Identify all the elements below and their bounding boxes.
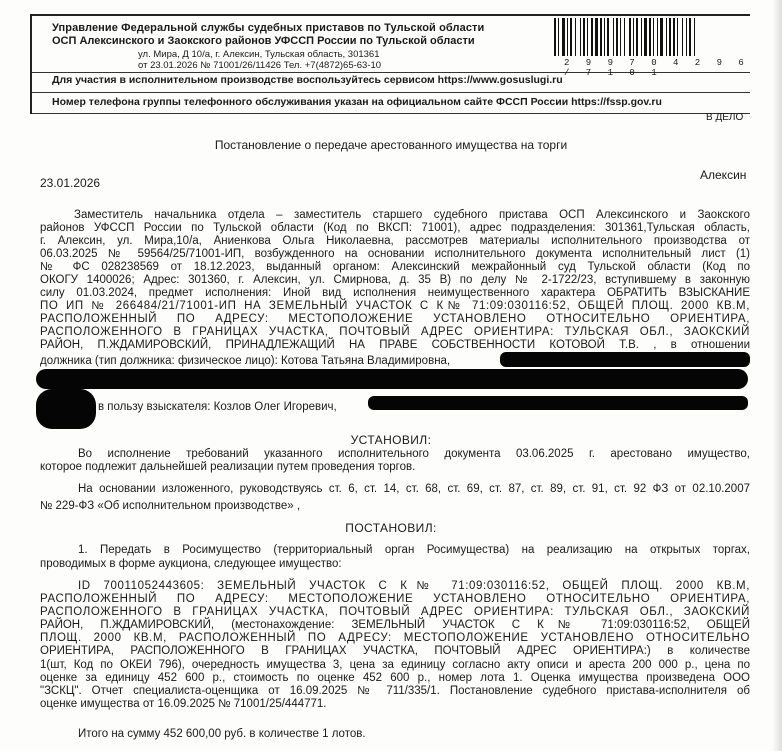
intro-line: силу 01.03.2024, предмет исполнения: Иной вид исполнения неимущественного характера ОБРАТИТЬ ВЗЫСКАНИЕ [40,287,750,299]
established-line: Во исполнение требований указанного исполнительного документа 03.06.2025 г. арестовано имущество, [78,448,750,460]
header-box [30,14,750,114]
intro-line: № ФС 028238569 от 18.12.2023, выданный органом: Алексинский межрайонный суд Тульской области (Код по [40,261,750,273]
established-heading: УСТАНОВИЛ: [350,433,432,447]
barcode-bar [570,18,572,56]
document-date: 23.01.2026 [40,176,101,190]
barcode-bar [629,18,631,56]
property-line: "ЗСКЦ". Отчет специалиста-оценщика от 16.09.2025 № 711/335/1. Постановление судебного пристава-исполнителя об [40,685,750,697]
barcode-bar [607,18,609,56]
property-line: ОРИЕНТИРА, РАСПОЛОЖЕННОГО В ГРАНИЦАХ УЧАСТКА, ПОЧТОВЫЙ АДРЕС ОРИЕНТИРА:) в количестве [40,645,750,657]
basis-line: На основании изложенного, руководствуясь ст. 6, ст. 14, ст. 68, ст. 69, ст. 87, ст. 89, ст. 91, ст. 92 ФЗ от 02.10.2007 [78,483,750,495]
basis-line: № 229-ФЗ «Об исполнительном производстве» , [40,500,301,512]
barcode-bar [653,18,654,56]
intro-line: 06.03.2025 № 59564/25/71001-ИП, возбужденного на основании исполнительного документа исполнительный лист (1) [40,248,750,260]
barcode-bar [624,18,625,56]
barcode-bar [587,18,588,56]
barcode-bar [562,18,565,56]
barcode-bar [669,18,671,56]
divider [32,113,750,114]
barcode-bar [633,18,634,56]
property-line: 1(шт, Код по ОКЕИ 796), очередность имущества 3, цена за единицу согласно акту описи и ареста 200 000 р., цена по [40,659,750,671]
barcode-bar [616,18,618,56]
barcode-bar [600,18,602,56]
barcode-bar [580,18,581,56]
barcode-bar [641,18,642,56]
barcode-bar [604,18,605,56]
barcode-bar [591,18,593,56]
intro-line: должника (тип должника: физическое лицо): Котова Татьяна Владимировна, [40,355,451,367]
org-name-line1: Управление Федеральной службы судебных приставов по Тульской области [52,22,485,34]
document-city: Алексин [700,168,747,182]
property-line: ID 70011052443605: ЗЕМЕЛЬНЫЙ УЧАСТОК С К№ 71:09:030116:52, ОБЩЕЙ ПЛОЩ. 2000 КВ.М, [78,580,750,592]
property-line: ПЛОЩ. 2000 КВ.М, РАСПОЛОЖЕННЫЙ ПО АДРЕСУ: МЕСТОПОЛОЖЕНИЕ УСТАНОВЛЕНО ОТНОСИТЕЛЬНО [40,632,750,644]
barcode-bar [657,18,658,56]
barcode-number: 2 9 9 7 0 4 2 9 6 / 7 1 0 1 [564,58,750,78]
intro-line: РАЙОН, П.ЖДАМИРОВСКИЙ, ПРИНАДЛЕЖАЩИЙ НА ПРАВЕ СОБСТВЕННОСТИ КОТОВОЙ Т.В. , в отношении [40,339,750,351]
barcode-bar [620,18,621,56]
creditor-line: в пользу взыскателя: Козлов Олег Игоревич, [98,401,337,413]
intro-line: ПО ИП № 266484/21/71001-ИП НА ЗЕМЕЛЬНЫЙ УЧАСТОК С К№ 71:09:030116:52, ОБЩЕЙ ПЛОЩ. 2000 КВ.М, [40,300,750,312]
barcode-bar [689,18,691,56]
barcode-bar [595,18,598,56]
item-1-line: 1. Передать в Росимущество (территориальный орган Росимущества) на реализацию на открытых торгах, [78,544,750,556]
property-line: РАСПОЛОЖЕННЫЙ ПО АДРЕСУ: МЕСТОПОЛОЖЕНИЕ УСТАНОВЛЕНО ОТНОСИТЕЛЬНО ОРИЕНТИРА, [40,593,750,605]
barcode [550,16,782,60]
redaction-block [36,389,96,429]
intro-line: Заместитель начальника отдела – заместитель старшего судебного пристава ОСП Алексинского и Заокского [74,209,750,221]
intro-line: ОКОГУ 1400026; Адрес: 301360, г. Алексин, ул. Смирнова, д. 35 В) по делу № 2-1722/23, вступившему в законную [40,274,750,286]
intro-line: г. Алексин, ул. Мира,10/а, Аниенкова Ольга Николаевна, рассмотрев материалы исполнительного производства от [40,235,750,247]
redaction-block [36,369,748,389]
resolved-heading: ПОСТАНОВИЛ: [345,521,437,535]
barcode-bar [613,18,614,56]
document-title: Постановление о передаче арестованного имущества на торги [214,138,568,152]
barcode-bar [666,18,667,56]
barcode-bar [660,18,663,56]
total-line: Итого на сумму 452 600,00 руб. в количестве 1 лотов. [78,728,366,740]
redaction-block [500,352,750,367]
barcode-bar [558,18,559,56]
item-1-line: проводимых в форме аукциона, следующее имущество: [40,558,342,570]
established-line: которое подлежит дальнейшей реализации путем проведения торгов. [40,461,416,473]
barcode-bar [644,18,647,56]
barcode-bar [694,18,695,56]
stamp-v-delo: В ДЕЛО [706,112,744,123]
barcode-bar [673,18,675,56]
redaction-block [368,396,748,410]
barcode-bar [649,18,651,56]
property-line: РАСПОЛОЖЕННОГО В ГРАНИЦАХ УЧАСТКА, ПОЧТОВЫЙ АДРЕС ОРИЕНТИРА: ТУЛЬСКАЯ ОБЛ., ЗАОКСКИЙ [40,606,750,618]
intro-line: РАСПОЛОЖЕННОГО В ГРАНИЦАХ УЧАСТКА, ПОЧТОВЫЙ АДРЕС ОРИЕНТИРА: ТУЛЬСКАЯ ОБЛ., ЗАОКСКИЙ [40,326,750,338]
barcode-bar [682,18,683,56]
barcode-bar [636,18,638,56]
org-address: ул. Мира, Д 10/а, г. Алексин, Тульская область, 301361 [138,49,380,60]
document-number-line: от 23.01.2026 № 71001/26/11426 Тел. +7(4872)65-63-10 [138,60,382,71]
property-line: оценке за единицу 452 600 р., стоимость по оценке 452 600 р., номер лота 1. Оценка имущества произведена ООО [40,672,750,684]
barcode-bar [677,18,678,56]
property-line: РАЙОН, П.ЖДАМИРОВСКИЙ, (местонахождение: ЗЕМЕЛЬНЫЙ УЧАСТОК С К№ 71:09:030116:52, ОБЩЕЙ [40,619,750,631]
barcode-bar [575,18,576,56]
barcode-bar [686,18,687,56]
intro-line: РАСПОЛОЖЕННЫЙ ПО АДРЕСУ: МЕСТОПОЛОЖЕНИЕ УСТАНОВЛЕНО ОТНОСИТЕЛЬНО ОРИЕНТИРА, [40,313,750,325]
scan-edge-shadow [772,0,782,751]
gosuslugi-note: Для участия в исполнительном производстве воспользуйтесь сервисом https://www.gosuslugi.ru [52,74,563,86]
barcode-bar [554,18,556,56]
intro-line: районов УФССП России по Тульской области (Код по ВКСП: 71001), адрес подразделения: 301361,Тульская область, [40,222,750,234]
barcode-bar [567,18,568,56]
divider [32,92,750,93]
phone-note: Номер телефона группы телефонного обслуживания указан на официальном сайте ФССП России https://fssp.gov.ru [52,96,662,108]
barcode-bar [583,18,585,56]
org-name-line2: ОСП Алексинского и Заокского районов УФССП России по Тульской области [52,35,475,47]
property-line: оценке имущества от 16.09.2025 № 71001/25/444771. [40,698,327,710]
